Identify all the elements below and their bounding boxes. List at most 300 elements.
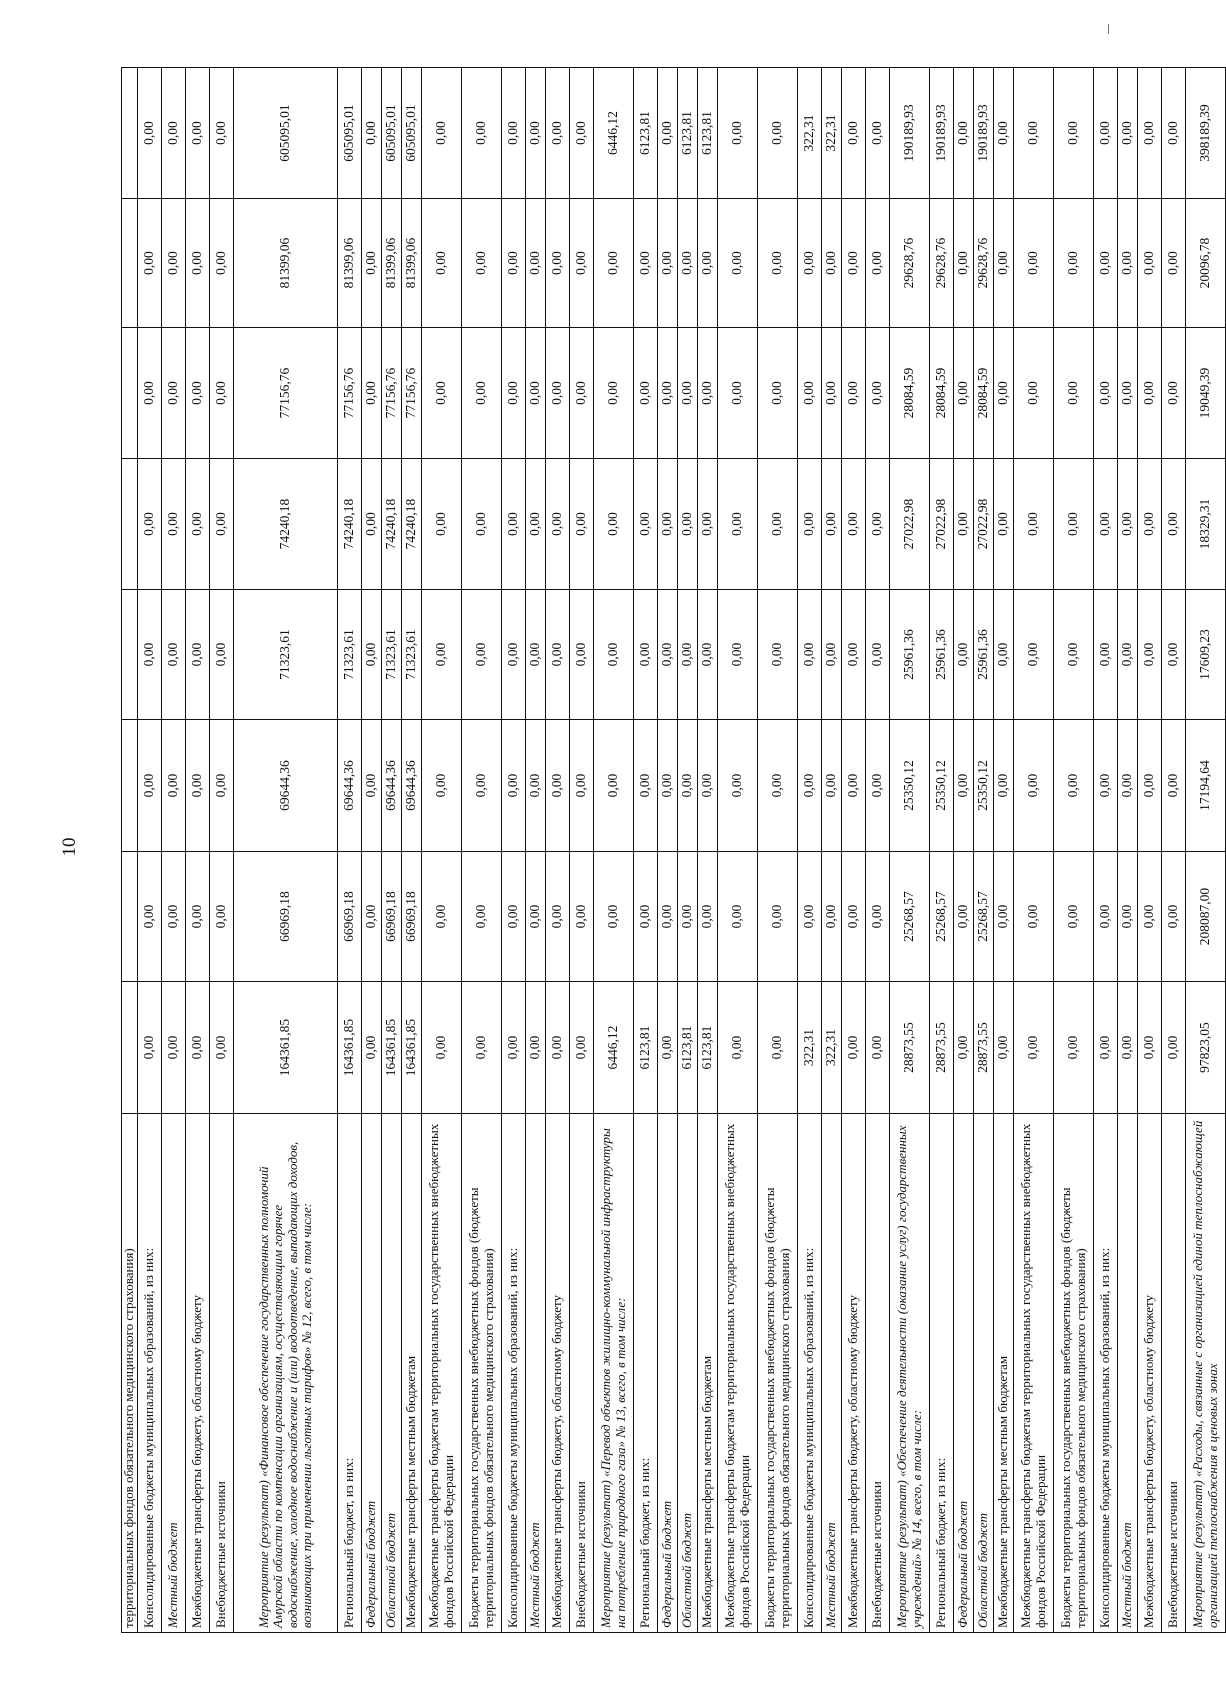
row-value: 0,00 — [162, 199, 186, 328]
row-value: 0,00 — [658, 720, 678, 852]
row-value: 81399,06 — [338, 199, 362, 328]
table-row — [1162, 68, 1186, 1633]
row-value: 0,00 — [186, 68, 210, 199]
row-value: 0,00 — [186, 199, 210, 328]
row-value: 0,00 — [1094, 328, 1118, 459]
row-value: 0,00 — [1162, 982, 1186, 1114]
row-value: 0,00 — [594, 328, 634, 459]
row-value: 0,00 — [634, 852, 658, 982]
row-value: 0,00 — [634, 328, 658, 459]
row-value: 97823,05 — [1186, 982, 1226, 1114]
row-value: 0,00 — [634, 590, 658, 720]
row-label: Мероприятие (результат) «Расходы, связанные с организацией единой теплоснабжающей организацией теплоснабжения в ценовых зонах — [1186, 1114, 1226, 1633]
row-value: 0,00 — [186, 590, 210, 720]
row-value: 0,00 — [1054, 852, 1094, 982]
row-value: 0,00 — [162, 590, 186, 720]
row-label: Местный бюджет — [1118, 1114, 1138, 1633]
row-value: 0,00 — [758, 328, 798, 459]
row-value: 0,00 — [1118, 459, 1138, 590]
row-value: 164361,85 — [338, 982, 362, 1114]
row-value: 0,00 — [502, 68, 526, 199]
row-value: 0,00 — [798, 328, 822, 459]
row-value: 0,00 — [798, 590, 822, 720]
row-value: 0,00 — [546, 199, 570, 328]
row-value: 0,00 — [698, 459, 718, 590]
row-value: 71323,61 — [338, 590, 362, 720]
row-value: 28084,59 — [890, 328, 930, 459]
row-label: Федеральный бюджет — [954, 1114, 974, 1633]
row-value: 0,00 — [994, 68, 1014, 199]
row-value: 0,00 — [1138, 459, 1162, 590]
row-value: 71323,61 — [402, 590, 422, 720]
row-value: 0,00 — [994, 852, 1014, 982]
row-value: 0,00 — [526, 68, 546, 199]
table-row — [1186, 68, 1226, 1633]
row-value: 81399,06 — [402, 199, 422, 328]
row-value: 0,00 — [842, 68, 866, 199]
row-value: 0,00 — [1094, 590, 1118, 720]
row-value: 0,00 — [1094, 852, 1118, 982]
row-value: 18329,31 — [1186, 459, 1226, 590]
row-value: 0,00 — [758, 590, 798, 720]
row-value: 0,00 — [658, 982, 678, 1114]
row-value: 0,00 — [718, 68, 758, 199]
row-value: 0,00 — [658, 459, 678, 590]
table-row — [890, 68, 930, 1633]
row-value: 0,00 — [634, 720, 658, 852]
row-value: 0,00 — [594, 199, 634, 328]
row-value: 0,00 — [210, 199, 234, 328]
row-value: 0,00 — [866, 68, 890, 199]
row-value: 0,00 — [994, 982, 1014, 1114]
row-label: Мероприятие (результат) «Финансовое обеспечение государственных полномочий Амурской области по компенсации организациям, осуществляющим горячее водоснабжение, холодное водоснабжение и (или) водоотведение, выпадающих доходов, возникающих при применении льготных тарифов» № 12, всего, в том числе: — [234, 1114, 338, 1633]
row-value: 190189,93 — [890, 68, 930, 199]
row-label: Межбюджетные трансферты местным бюджетам — [402, 1114, 422, 1633]
row-value: 28873,55 — [974, 982, 994, 1114]
row-label: Региональный бюджет, из них: — [634, 1114, 658, 1633]
table-row — [1138, 68, 1162, 1633]
row-value: 0,00 — [1094, 720, 1118, 852]
row-value — [122, 199, 138, 328]
row-value: 0,00 — [1118, 68, 1138, 199]
row-value: 190189,93 — [930, 68, 954, 199]
row-label: Консолидированные бюджеты муниципальных образований, из них: — [138, 1114, 162, 1633]
row-value: 0,00 — [138, 328, 162, 459]
row-value: 0,00 — [822, 720, 842, 852]
row-value: 0,00 — [570, 328, 594, 459]
row-value: 0,00 — [798, 720, 822, 852]
table-row — [994, 68, 1014, 1633]
row-label: Консолидированные бюджеты муниципальных образований, из них: — [1094, 1114, 1118, 1633]
row-value: 0,00 — [526, 459, 546, 590]
row-value: 0,00 — [362, 199, 382, 328]
row-value: 0,00 — [1162, 459, 1186, 590]
table-row — [758, 68, 798, 1633]
row-value: 6123,81 — [678, 982, 698, 1114]
row-value: 0,00 — [462, 720, 502, 852]
row-value: 0,00 — [138, 590, 162, 720]
row-value: 25961,36 — [890, 590, 930, 720]
row-label: Внебюджетные источники — [866, 1114, 890, 1633]
row-value: 0,00 — [1138, 68, 1162, 199]
row-value: 25268,57 — [974, 852, 994, 982]
row-value: 0,00 — [798, 199, 822, 328]
row-value: 0,00 — [570, 720, 594, 852]
row-value: 0,00 — [570, 459, 594, 590]
row-value: 0,00 — [954, 199, 974, 328]
row-value: 0,00 — [422, 199, 462, 328]
row-label: Межбюджетные трансферты бюджетам территориальных государственных внебюджетных фондов Российской Федерации — [422, 1114, 462, 1633]
row-value: 0,00 — [546, 720, 570, 852]
row-value: 0,00 — [634, 459, 658, 590]
row-value: 0,00 — [546, 852, 570, 982]
row-value: 0,00 — [362, 982, 382, 1114]
row-value: 0,00 — [162, 720, 186, 852]
row-value: 0,00 — [758, 68, 798, 199]
row-label: Консолидированные бюджеты муниципальных образований, из них: — [798, 1114, 822, 1633]
row-value: 0,00 — [822, 459, 842, 590]
row-value: 0,00 — [546, 590, 570, 720]
row-value: 0,00 — [718, 328, 758, 459]
row-value: 0,00 — [546, 328, 570, 459]
row-value: 0,00 — [186, 982, 210, 1114]
row-value: 0,00 — [526, 982, 546, 1114]
row-value: 164361,85 — [382, 982, 402, 1114]
row-value: 0,00 — [658, 68, 678, 199]
row-label: Местный бюджет — [526, 1114, 546, 1633]
row-value: 0,00 — [1014, 199, 1054, 328]
row-value: 0,00 — [1138, 199, 1162, 328]
row-value: 0,00 — [1094, 459, 1118, 590]
row-value: 25268,57 — [890, 852, 930, 982]
row-value: 0,00 — [1014, 720, 1054, 852]
row-value: 0,00 — [842, 720, 866, 852]
row-value: 0,00 — [502, 199, 526, 328]
row-value: 605095,01 — [338, 68, 362, 199]
row-value: 0,00 — [994, 199, 1014, 328]
row-value: 0,00 — [138, 68, 162, 199]
row-value: 605095,01 — [234, 68, 338, 199]
row-value: 27022,98 — [974, 459, 994, 590]
row-value: 0,00 — [210, 328, 234, 459]
table-row — [678, 68, 698, 1633]
row-value: 17194,64 — [1186, 720, 1226, 852]
row-value: 0,00 — [186, 852, 210, 982]
rotated-table-container — [121, 68, 1220, 1633]
row-value: 66969,18 — [402, 852, 422, 982]
row-value: 0,00 — [502, 720, 526, 852]
row-value: 0,00 — [658, 328, 678, 459]
row-value: 0,00 — [842, 852, 866, 982]
table-row — [162, 68, 186, 1633]
row-value: 0,00 — [210, 720, 234, 852]
table-row — [502, 68, 526, 1633]
row-value: 0,00 — [162, 852, 186, 982]
row-value: 6123,81 — [698, 68, 718, 199]
row-label: Внебюджетные источники — [1162, 1114, 1186, 1633]
row-value: 28873,55 — [930, 982, 954, 1114]
row-value: 0,00 — [842, 590, 866, 720]
row-value: 0,00 — [758, 199, 798, 328]
row-value: 71323,61 — [382, 590, 402, 720]
row-label: Межбюджетные трансферты местным бюджетам — [994, 1114, 1014, 1633]
row-value: 164361,85 — [402, 982, 422, 1114]
row-value: 0,00 — [546, 982, 570, 1114]
row-value: 0,00 — [954, 68, 974, 199]
table-row — [718, 68, 758, 1633]
row-value: 74240,18 — [382, 459, 402, 590]
row-value: 0,00 — [678, 328, 698, 459]
row-value: 322,31 — [822, 982, 842, 1114]
row-value: 0,00 — [822, 852, 842, 982]
row-value: 0,00 — [698, 199, 718, 328]
row-value: 0,00 — [634, 199, 658, 328]
row-value: 0,00 — [462, 982, 502, 1114]
row-value: 0,00 — [1054, 590, 1094, 720]
row-value: 0,00 — [594, 852, 634, 982]
row-value: 74240,18 — [402, 459, 422, 590]
row-value: 0,00 — [678, 459, 698, 590]
row-label: Межбюджетные трансферты бюджетам территориальных государственных внебюджетных фондов Российской Федерации — [1014, 1114, 1054, 1633]
row-label: территориальных фондов обязательного медицинского страхования) — [122, 1114, 138, 1633]
row-value: 0,00 — [1118, 199, 1138, 328]
row-label: Региональный бюджет, из них: — [930, 1114, 954, 1633]
row-value: 0,00 — [526, 852, 546, 982]
row-value: 605095,01 — [402, 68, 422, 199]
row-value: 0,00 — [594, 590, 634, 720]
row-value: 0,00 — [1162, 328, 1186, 459]
row-value: 0,00 — [570, 68, 594, 199]
row-value: 0,00 — [866, 982, 890, 1114]
row-value: 77156,76 — [338, 328, 362, 459]
row-value: 0,00 — [362, 68, 382, 199]
row-value: 0,00 — [138, 982, 162, 1114]
table-row — [1094, 68, 1118, 1633]
row-value: 69644,36 — [402, 720, 422, 852]
row-value: 0,00 — [138, 199, 162, 328]
row-value: 0,00 — [1014, 982, 1054, 1114]
row-value: 0,00 — [362, 590, 382, 720]
row-value: 0,00 — [718, 199, 758, 328]
row-value: 0,00 — [954, 459, 974, 590]
row-value: 0,00 — [994, 328, 1014, 459]
row-value: 0,00 — [678, 590, 698, 720]
row-value: 0,00 — [866, 328, 890, 459]
row-value: 0,00 — [954, 852, 974, 982]
table-row — [546, 68, 570, 1633]
row-value: 28084,59 — [974, 328, 994, 459]
row-value: 0,00 — [1118, 328, 1138, 459]
row-value: 0,00 — [362, 459, 382, 590]
row-label: Межбюджетные трансферты бюджету, областному бюджету — [186, 1114, 210, 1633]
table-row — [1054, 68, 1094, 1633]
row-value: 0,00 — [1162, 68, 1186, 199]
row-value: 0,00 — [1054, 982, 1094, 1114]
table-row — [974, 68, 994, 1633]
row-value: 208087,00 — [1186, 852, 1226, 982]
row-value: 77156,76 — [382, 328, 402, 459]
row-value: 0,00 — [462, 590, 502, 720]
row-value: 0,00 — [718, 720, 758, 852]
table-row — [1014, 68, 1054, 1633]
page-number: 10 — [59, 837, 80, 857]
row-value: 6123,81 — [678, 68, 698, 199]
row-value: 0,00 — [658, 590, 678, 720]
table-row — [658, 68, 678, 1633]
row-value: 69644,36 — [234, 720, 338, 852]
scan-mark — [1108, 24, 1109, 34]
table-row — [526, 68, 546, 1633]
row-value: 0,00 — [1138, 852, 1162, 982]
row-value: 0,00 — [1094, 199, 1118, 328]
row-value: 0,00 — [758, 852, 798, 982]
row-value: 0,00 — [422, 459, 462, 590]
financing-table — [121, 67, 1226, 1633]
row-label: Внебюджетные источники — [210, 1114, 234, 1633]
table-row — [822, 68, 842, 1633]
row-value: 0,00 — [362, 328, 382, 459]
row-value — [122, 68, 138, 199]
row-value: 0,00 — [422, 720, 462, 852]
row-label: Федеральный бюджет — [658, 1114, 678, 1633]
table-row — [210, 68, 234, 1633]
row-value: 0,00 — [162, 68, 186, 199]
row-label: Консолидированные бюджеты муниципальных образований, из них: — [502, 1114, 526, 1633]
row-value: 0,00 — [422, 852, 462, 982]
row-value: 0,00 — [502, 590, 526, 720]
row-value: 29628,76 — [890, 199, 930, 328]
row-value: 0,00 — [1162, 720, 1186, 852]
row-value: 0,00 — [210, 590, 234, 720]
row-value: 0,00 — [698, 328, 718, 459]
row-value: 0,00 — [842, 982, 866, 1114]
row-value: 0,00 — [422, 328, 462, 459]
row-value: 0,00 — [866, 590, 890, 720]
row-label: Федеральный бюджет — [362, 1114, 382, 1633]
row-value: 0,00 — [718, 852, 758, 982]
table-row — [462, 68, 502, 1633]
row-value: 0,00 — [822, 590, 842, 720]
row-value — [122, 328, 138, 459]
row-value: 0,00 — [1118, 590, 1138, 720]
row-value: 0,00 — [658, 199, 678, 328]
row-value: 0,00 — [698, 720, 718, 852]
row-value: 0,00 — [954, 720, 974, 852]
row-value: 74240,18 — [338, 459, 362, 590]
row-value: 0,00 — [526, 199, 546, 328]
row-value: 0,00 — [210, 68, 234, 199]
row-label: Межбюджетные трансферты бюджету, областному бюджету — [842, 1114, 866, 1633]
row-value: 81399,06 — [382, 199, 402, 328]
row-value: 27022,98 — [890, 459, 930, 590]
row-value: 0,00 — [678, 199, 698, 328]
row-value: 164361,85 — [234, 982, 338, 1114]
row-value — [122, 720, 138, 852]
row-value: 0,00 — [1094, 68, 1118, 199]
row-value: 0,00 — [1162, 590, 1186, 720]
row-value: 25350,12 — [890, 720, 930, 852]
row-value: 0,00 — [570, 852, 594, 982]
row-value: 0,00 — [1054, 459, 1094, 590]
row-value: 0,00 — [594, 720, 634, 852]
row-value: 0,00 — [1014, 590, 1054, 720]
row-value: 25961,36 — [930, 590, 954, 720]
row-value: 0,00 — [758, 720, 798, 852]
row-value: 0,00 — [186, 328, 210, 459]
row-value: 0,00 — [994, 720, 1014, 852]
row-value: 0,00 — [842, 199, 866, 328]
row-value: 0,00 — [162, 459, 186, 590]
row-value: 0,00 — [1014, 328, 1054, 459]
row-value: 0,00 — [138, 459, 162, 590]
row-value: 77156,76 — [234, 328, 338, 459]
row-value: 0,00 — [994, 590, 1014, 720]
row-value: 322,31 — [798, 982, 822, 1114]
row-value: 6123,81 — [698, 982, 718, 1114]
row-value: 0,00 — [1138, 982, 1162, 1114]
row-value: 0,00 — [462, 68, 502, 199]
row-value: 0,00 — [570, 590, 594, 720]
row-label: Внебюджетные источники — [570, 1114, 594, 1633]
row-value: 0,00 — [678, 720, 698, 852]
row-value: 0,00 — [422, 68, 462, 199]
row-label: Бюджеты территориальных государственных внебюджетных фондов (бюджеты территориальных фондов обязательного медицинского страхования) — [758, 1114, 798, 1633]
row-label: Областной бюджет — [382, 1114, 402, 1633]
row-value: 0,00 — [718, 459, 758, 590]
row-value: 0,00 — [822, 199, 842, 328]
row-value: 0,00 — [186, 459, 210, 590]
row-value: 0,00 — [362, 852, 382, 982]
row-label: Местный бюджет — [162, 1114, 186, 1633]
row-value: 74240,18 — [234, 459, 338, 590]
row-value: 0,00 — [526, 590, 546, 720]
row-value — [122, 590, 138, 720]
row-value: 6446,12 — [594, 68, 634, 199]
row-value: 25961,36 — [974, 590, 994, 720]
row-label: Межбюджетные трансферты бюджету, областному бюджету — [546, 1114, 570, 1633]
row-label: Бюджеты территориальных государственных внебюджетных фондов (бюджеты территориальных фондов обязательного медицинского страхования) — [1054, 1114, 1094, 1633]
row-value: 0,00 — [1118, 982, 1138, 1114]
row-value: 0,00 — [658, 852, 678, 982]
row-value: 28873,55 — [890, 982, 930, 1114]
row-value: 0,00 — [1014, 852, 1054, 982]
row-value — [122, 982, 138, 1114]
row-value: 0,00 — [462, 459, 502, 590]
row-value: 0,00 — [138, 720, 162, 852]
row-value: 0,00 — [138, 852, 162, 982]
row-value: 0,00 — [718, 982, 758, 1114]
row-value: 0,00 — [1054, 199, 1094, 328]
table-row — [798, 68, 822, 1633]
table-row — [402, 68, 422, 1633]
row-value: 0,00 — [954, 982, 974, 1114]
row-value: 0,00 — [546, 68, 570, 199]
table-row — [954, 68, 974, 1633]
row-value: 0,00 — [1094, 982, 1118, 1114]
row-value: 605095,01 — [382, 68, 402, 199]
row-value: 0,00 — [526, 720, 546, 852]
table-row — [234, 68, 338, 1633]
row-value: 69644,36 — [382, 720, 402, 852]
row-value: 0,00 — [546, 459, 570, 590]
table-row — [422, 68, 462, 1633]
row-value: 0,00 — [422, 590, 462, 720]
row-value: 0,00 — [954, 590, 974, 720]
row-value: 25350,12 — [930, 720, 954, 852]
row-label: Региональный бюджет, из них: — [338, 1114, 362, 1633]
table-row — [594, 68, 634, 1633]
row-value: 398189,39 — [1186, 68, 1226, 199]
